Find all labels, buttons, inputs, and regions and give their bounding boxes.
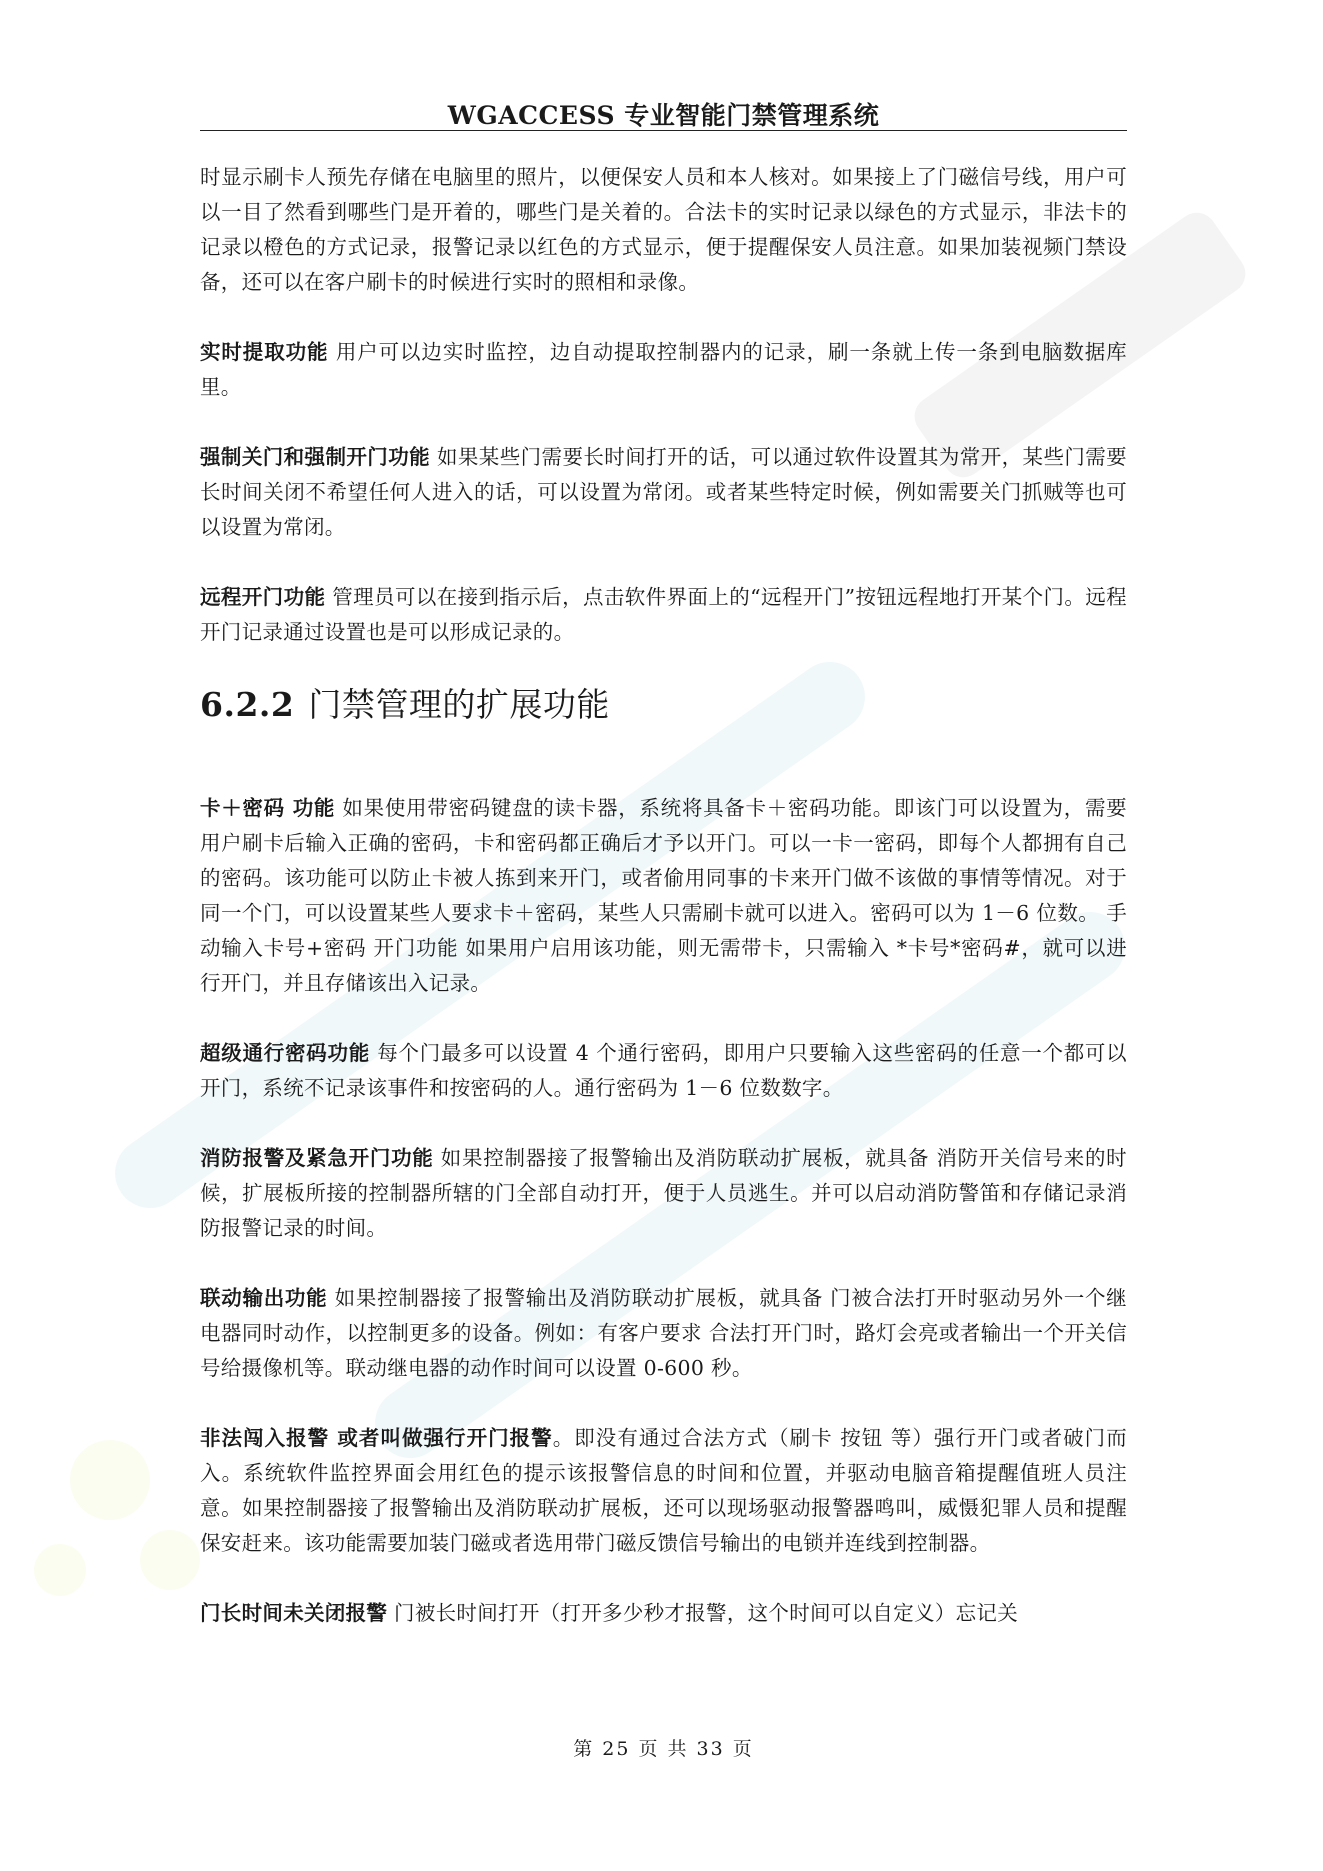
- paragraph-term: 强制关门和强制开门功能: [200, 445, 431, 469]
- page-header: [200, 96, 1127, 131]
- section-number: 6.2.2: [200, 685, 295, 724]
- paragraph: [200, 791, 1127, 1001]
- paragraph-term: 门长时间未关闭报警: [200, 1601, 388, 1625]
- paragraph: [200, 1421, 1127, 1561]
- paragraph: [200, 1281, 1127, 1386]
- document-body: [200, 160, 1127, 1666]
- paragraph-text: 如果使用带密码键盘的读卡器，系统将具备卡＋密码功能。即该门可以设置为，需要用户刷卡后输入正确的密码，卡和密码都正确后才予以开门。可以一卡一密码，即每个人都拥有自己的密码。该功能可以防止卡被人拣到来开门，或者偷用同事的卡来开门做不该做的事情等情况。对于同一个门，可以设置某些人要求卡＋密码，某些人只需刷卡就可以进入。密码可以为 1－6 位数。 手动输入卡号+密码 开门功能 如果用户启用该功能，则无需带卡，只需输入 *卡号*密码#，就可以进行开门，并且存储该出入记录。: [200, 796, 1127, 995]
- header-title: WGACCESS 专业智能门禁管理系统: [447, 101, 880, 130]
- paragraph-term: 联动输出功能: [200, 1286, 328, 1310]
- section-heading: [200, 685, 1127, 725]
- paragraph: [200, 1596, 1127, 1631]
- paragraph-text: 用户可以边实时监控，边自动提取控制器内的记录，刷一条就上传一条到电脑数据库里。: [200, 340, 1127, 399]
- paragraph-term: 非法闯入报警 或者叫做强行开门报警: [200, 1426, 553, 1450]
- page-number: 第 25 页 共 33 页: [573, 1738, 754, 1760]
- paragraph-term: 超级通行密码功能: [200, 1041, 370, 1065]
- page-footer: [200, 1734, 1127, 1761]
- paragraph: [200, 1036, 1127, 1106]
- section-title: 门禁管理的扩展功能: [308, 685, 610, 724]
- paragraph-text: 如果某些门需要长时间打开的话，可以通过软件设置其为常开，某些门需要长时间关闭不希望任何人进入的话，可以设置为常闭。或者某些特定时候，例如需要关门抓贼等也可以设置为常闭。: [200, 445, 1127, 539]
- paragraph-text: 时显示刷卡人预先存储在电脑里的照片，以便保安人员和本人核对。如果接上了门磁信号线，用户可以一目了然看到哪些门是开着的，哪些门是关着的。合法卡的实时记录以绿色的方式显示，非法卡的记录以橙色的方式记录，报警记录以红色的方式显示，便于提醒保安人员注意。如果加装视频门禁设备，还可以在客户刷卡的时候进行实时的照相和录像。: [200, 165, 1127, 294]
- paragraph: [200, 440, 1127, 545]
- paragraph: [200, 335, 1127, 405]
- paragraph-text: 如果控制器接了报警输出及消防联动扩展板，就具备 门被合法打开时驱动另外一个继电器同时动作，以控制更多的设备。例如：有客户要求 合法打开门时，路灯会亮或者输出一个开关信号给摄像机等。联动继电器的动作时间可以设置 0-600 秒。: [200, 1286, 1127, 1380]
- paragraph: [200, 160, 1127, 300]
- paragraph-text: 门被长时间打开（打开多少秒才报警，这个时间可以自定义）忘记关: [394, 1601, 1019, 1625]
- paragraph-term: 卡＋密码 功能: [200, 796, 336, 820]
- paragraph-text: 如果控制器接了报警输出及消防联动扩展板，就具备 消防开关信号来的时候，扩展板所接的控制器所辖的门全部自动打开，便于人员逃生。并可以启动消防警笛和存储记录消防报警记录的时间。: [200, 1146, 1127, 1240]
- paragraph-term: 实时提取功能: [200, 340, 329, 364]
- paragraph-text: 管理员可以在接到指示后，点击软件界面上的“远程开门”按钮远程地打开某个门。远程开门记录通过设置也是可以形成记录的。: [200, 585, 1127, 644]
- paragraph: [200, 580, 1127, 650]
- paragraph-term: 远程开门功能: [200, 585, 326, 609]
- paragraph-term: 消防报警及紧急开门功能: [200, 1146, 434, 1170]
- paragraph: [200, 1141, 1127, 1246]
- paragraph-text: 。即没有通过合法方式（刷卡 按钮 等）强行开门或者破门而入。系统软件监控界面会用红色的提示该报警信息的时间和位置，并驱动电脑音箱提醒值班人员注意。如果控制器接了报警输出及消防联动扩展板，还可以现场驱动报警器鸣叫，威慑犯罪人员和提醒保安赶来。该功能需要加装门磁或者选用带门磁反馈信号输出的电锁并连线到控制器。: [200, 1426, 1127, 1555]
- paragraph-text: 每个门最多可以设置 4 个通行密码，即用户只要输入这些密码的任意一个都可以开门，系统不记录该事件和按密码的人。通行密码为 1－6 位数数字。: [200, 1041, 1127, 1100]
